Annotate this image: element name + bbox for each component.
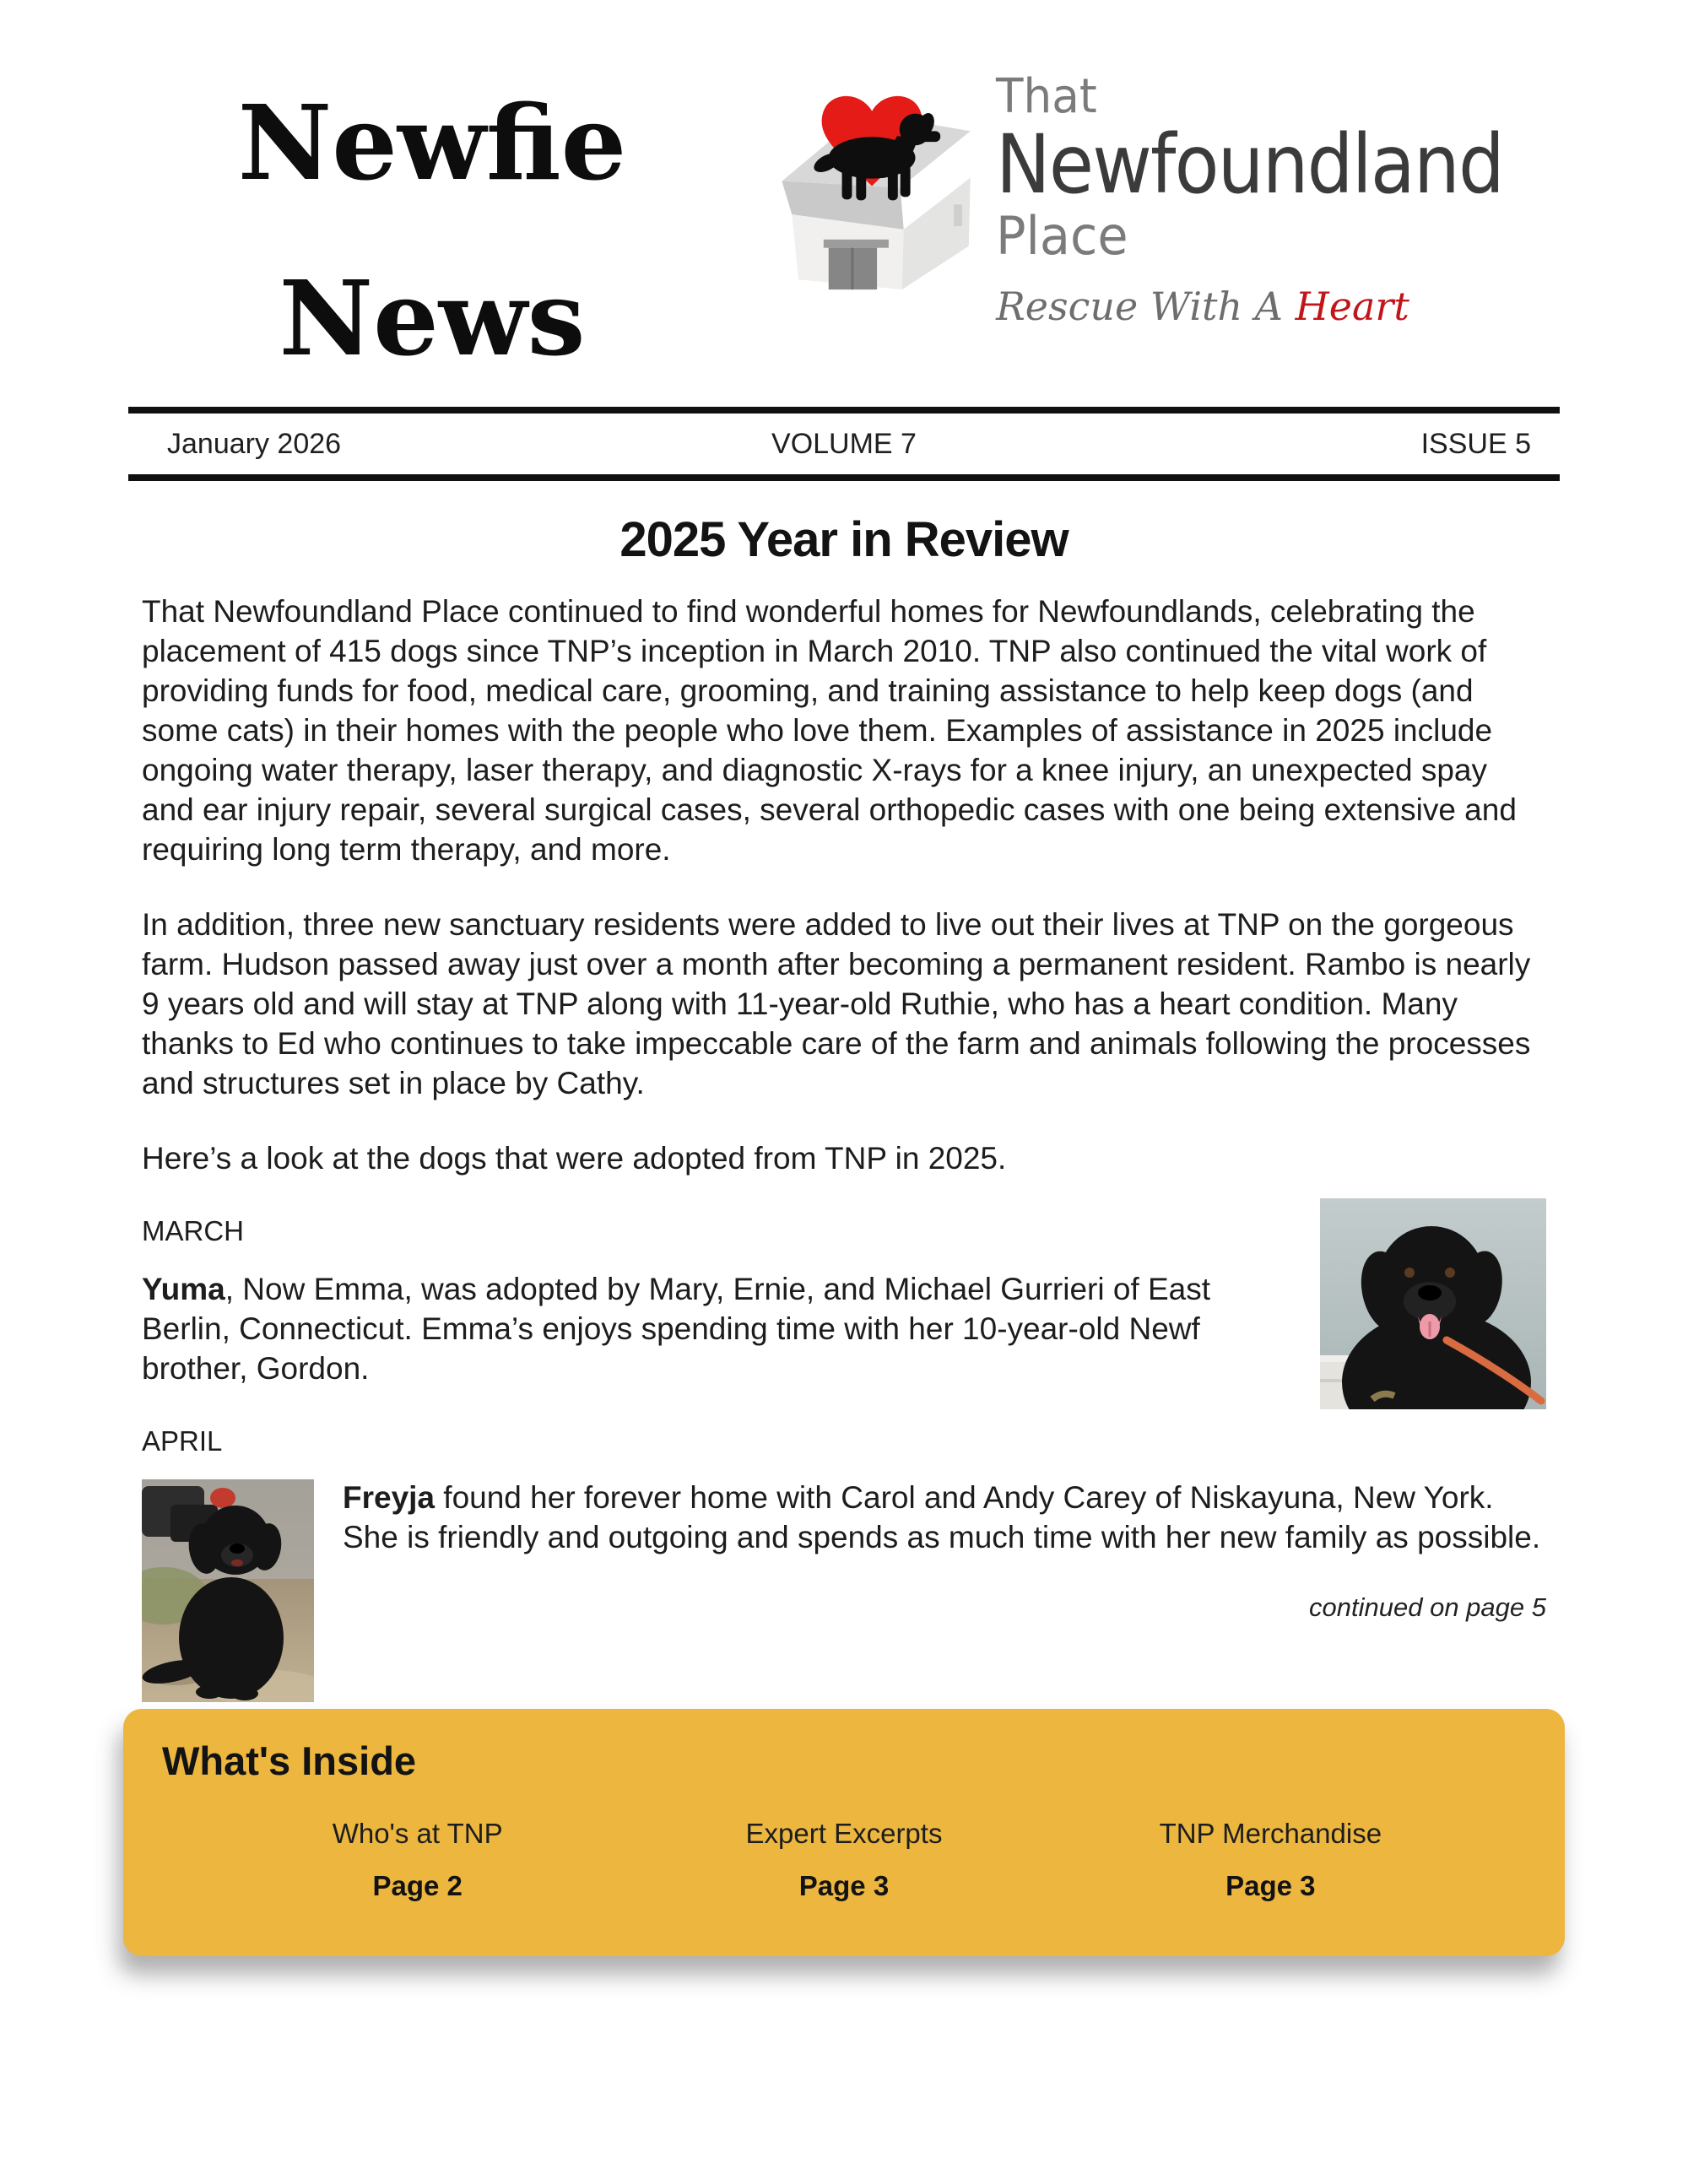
inside-item-page: Page 2 <box>372 1870 463 1901</box>
paragraph-adopted-intro: Here’s a look at the dogs that were adopted from TNP in 2025. <box>142 1141 1007 1176</box>
inside-item-expert-excerpts <box>630 1818 1057 1902</box>
freyja-name: Freyja <box>343 1480 436 1515</box>
continued-note: continued on page 5 <box>1309 1592 1546 1622</box>
logo-wordmark <box>996 69 1560 329</box>
yuma-story-text: , Now Emma, was adopted by Mary, Ernie, and Michael Gurrieri of East Berlin, Connecticut. Emma’s enjoys spending time with her 10-year-old Newf brother, Gordon. <box>142 1272 1211 1386</box>
logo-tagline-prefix: Rescue With A <box>996 283 1296 329</box>
article-title: 2025 Year in Review <box>619 512 1069 567</box>
issue-date: January 2026 <box>167 427 342 460</box>
newsletter-title <box>128 47 736 379</box>
whats-inside-grid <box>162 1818 1526 1902</box>
section-april <box>142 1478 1546 1623</box>
inside-item-page: Page 3 <box>1225 1870 1316 1901</box>
paragraph-overview: That Newfoundland Place continued to find wonderful homes for Newfoundlands, celebrating the placement of 415 dogs since TNP’s inception in March 2010. TNP also continued the vital work of providing funds for food, medical care, grooming, and training assistance to help keep dogs (and some cats) in their homes with the people who love them. Examples of assistance in 2025 include ongoing water therapy, laser therapy, and diagnostic X-rays for a knee injury, an unexpected spay and ear injury repair, several surgical cases, several orthopedic cases with one being extensive and requiring long term therapy, and more. <box>142 594 1517 867</box>
logo-tagline <box>996 284 1560 329</box>
yuma-name: Yuma <box>142 1272 225 1306</box>
whats-inside-box <box>123 1709 1565 1956</box>
inside-item-label: TNP Merchandise <box>1159 1818 1382 1849</box>
logo-line-newfoundland: Newfoundland <box>996 116 1504 212</box>
newsletter-title-line2: News <box>279 257 586 379</box>
section-march <box>142 1215 1546 1388</box>
freyja-story-text: found her forever home with Carol and Andy Carey of Niskayuna, New York. She is friendly and outgoing and spends as much time with her new family as possible. <box>343 1480 1541 1554</box>
issue-number: ISSUE 5 <box>1420 427 1531 460</box>
issue-bar <box>128 407 1560 481</box>
logo-line-place: Place <box>996 204 1128 267</box>
newsletter-title-line1: Newfie <box>237 82 627 203</box>
month-label-april: APRIL <box>142 1425 223 1457</box>
inside-item-tnp-merchandise <box>1058 1818 1484 1902</box>
yuma-photo <box>1320 1198 1546 1409</box>
inside-item-whos-at-tnp <box>204 1818 630 1902</box>
inside-item-label: Who's at TNP <box>332 1818 503 1849</box>
logo-line-that: That <box>996 69 1097 124</box>
masthead <box>128 0 1560 403</box>
logo-tagline-heart: Heart <box>1295 283 1409 329</box>
freyja-photo <box>142 1479 314 1702</box>
paragraph-sanctuary: In addition, three new sanctuary residents were added to live out their lives at TNP on the gorgeous farm. Hudson passed away just over a month after becoming a permanent resident. Rambo is nearly 9 years old and will stay at TNP along with 11-year-old Ruthie, who has a heart condition. Many thanks to Ed who continues to take impeccable care of the farm and animals following the processes and structures set in place by Cathy. <box>142 907 1531 1100</box>
whats-inside-title: What's Inside <box>162 1738 417 1783</box>
month-label-march: MARCH <box>142 1215 244 1246</box>
issue-volume: VOLUME 7 <box>771 427 917 460</box>
barn-heart-dog-logo-icon <box>771 83 993 295</box>
freyja-story <box>142 1478 1546 1557</box>
tnp-logo <box>771 47 1560 329</box>
inside-item-page: Page 3 <box>798 1870 890 1901</box>
inside-item-label: Expert Excerpts <box>745 1818 943 1849</box>
article-body <box>128 592 1560 1623</box>
